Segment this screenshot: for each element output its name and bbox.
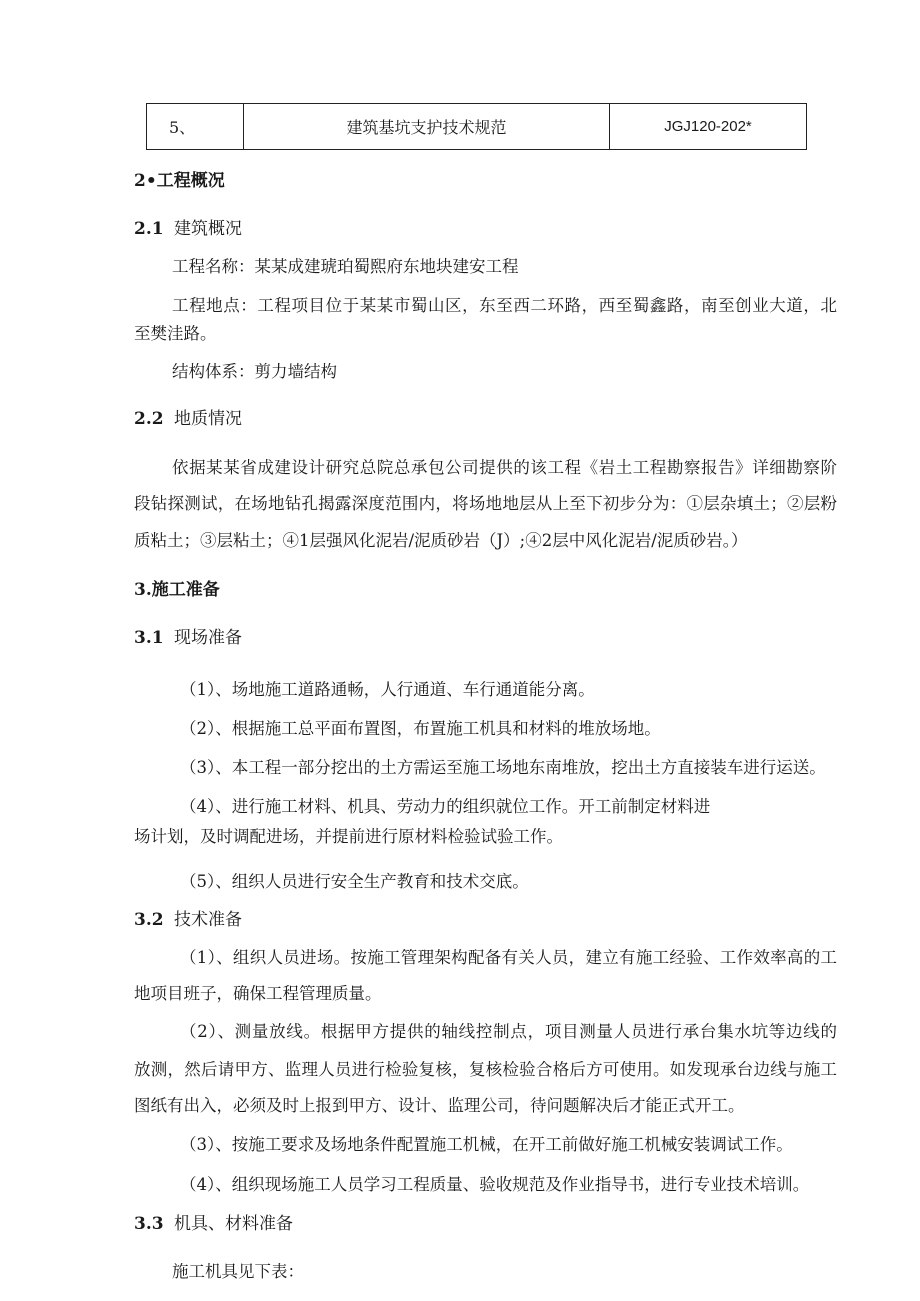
section-2-2-heading <box>134 409 242 429</box>
site-prep-item-1: （1）、场地施工道路通畅，人行通道、车行通道能分离。 <box>180 680 595 699</box>
tech-prep-item-2-cont-1: 放测，然后请甲方、监理人员进行检验复核，复核检验合格后方可使用。如发现承台边线与施工 <box>134 1060 837 1079</box>
equipment-intro-line: 施工机具见下表： <box>172 1262 304 1281</box>
structure-system-line: 结构体系：剪力墙结构 <box>172 362 337 381</box>
section-3-1-heading <box>134 628 242 648</box>
tech-prep-item-2: （2）、测量放线。根据甲方提供的轴线控制点，项目测量人员进行承台集水坑等边线的 <box>180 1022 837 1041</box>
tech-prep-item-1-cont: 地项目班子，确保工程管理质量。 <box>134 984 382 1003</box>
section-2-heading: 2•工程概况 <box>134 171 225 191</box>
tech-prep-item-2-cont-2: 图纸有出入，必须及时上报到甲方、设计、监理公司，待问题解决后才能正式开工。 <box>134 1096 745 1115</box>
geology-paragraph-line-1: 依据某某省成建设计研究总院总承包公司提供的该工程《岩土工程勘察报告》详细勘察阶 <box>172 458 837 477</box>
section-title: 技术准备 <box>174 910 242 930</box>
section-3-heading: 3.施工准备 <box>134 580 220 600</box>
section-number: 2.1 <box>134 219 164 239</box>
section-number: 3.3 <box>134 1214 164 1234</box>
site-prep-item-3: （3）、本工程一部分挖出的土方需运至施工场地东南堆放，挖出土方直接装车进行运送。 <box>180 758 826 777</box>
section-3-3-heading <box>134 1214 293 1234</box>
section-3-2-heading <box>134 910 242 930</box>
section-2-1-heading <box>134 219 242 239</box>
tech-prep-item-3: （3）、按施工要求及场地条件配置施工机械，在开工前做好施工机械安装调试工作。 <box>180 1135 793 1154</box>
site-prep-item-4-cont: 场计划，及时调配进场，并提前进行原材料检验试验工作。 <box>134 827 563 846</box>
site-prep-item-5: （5）、组织人员进行安全生产教育和技术交底。 <box>180 872 529 891</box>
section-number: 3.2 <box>134 910 164 930</box>
standards-table <box>146 103 807 150</box>
section-number: 2.2 <box>134 409 164 429</box>
site-prep-item-4: （4）、进行施工材料、机具、劳动力的组织就位工作。开工前制定材料进 <box>180 797 711 816</box>
geology-paragraph-line-2: 段钻探测试，在场地钻孔揭露深度范围内，将场地地层从上至下初步分为：①层杂填土；②层粉 <box>134 494 837 513</box>
table-row <box>147 104 807 150</box>
geology-paragraph-line-3: 质粘土；③层粘土；④1层强风化泥岩/泥质砂岩（J）;④2层中风化泥岩/泥质砂岩。） <box>134 531 748 550</box>
table-cell-number: 5、 <box>147 104 244 150</box>
section-number: 3.1 <box>134 628 164 648</box>
section-title: 地质情况 <box>174 409 242 429</box>
tech-prep-item-1: （1）、组织人员进场。按施工管理架构配备有关人员，建立有施工经验、工作效率高的工 <box>180 948 837 967</box>
site-prep-item-2: （2）、根据施工总平面布置图，布置施工机具和材料的堆放场地。 <box>180 719 661 738</box>
section-title: 现场准备 <box>174 628 242 648</box>
project-name-line: 工程名称：某某成建琥珀蜀熙府东地块建安工程 <box>172 257 519 276</box>
section-title: 机具、材料准备 <box>174 1214 293 1234</box>
table-cell-name: 建筑基坑支护技术规范 <box>244 104 610 150</box>
tech-prep-item-4: （4）、组织现场施工人员学习工程质量、验收规范及作业指导书，进行专业技术培训。 <box>180 1175 810 1194</box>
project-location-line-cont: 至樊洼路。 <box>134 324 217 343</box>
table-cell-code: JGJ120-202* <box>610 104 807 150</box>
project-location-line: 工程地点：工程项目位于某某市蜀山区，东至西二环路，西至蜀鑫路，南至创业大道，北 <box>172 296 837 315</box>
section-title: 建筑概况 <box>174 219 242 239</box>
